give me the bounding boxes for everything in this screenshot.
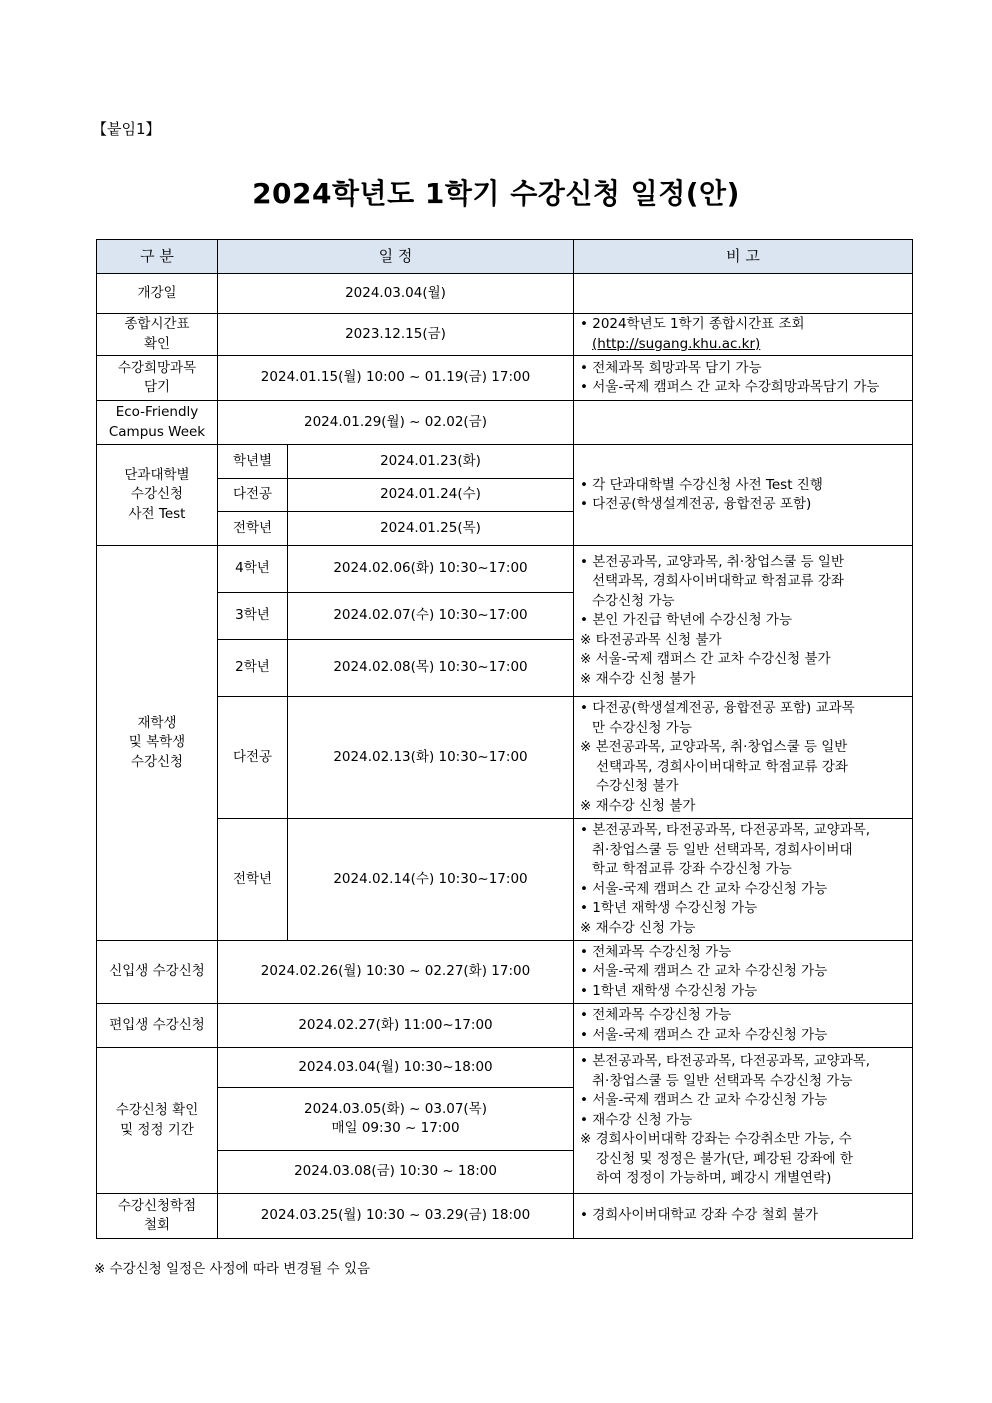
row-label: 재학생 및 복학생 수강신청 (97, 546, 218, 941)
row-date: 2024.03.08(금) 10:30 ~ 18:00 (218, 1151, 574, 1194)
row-label: 수강신청 확인 및 정정 기간 (97, 1048, 218, 1194)
row-label: 단과대학별 수강신청 사전 Test (97, 445, 218, 546)
row-notes: • 본전공과목, 타전공과목, 다전공과목, 교양과목, 취·창업스쿨 등 일반 선택과목 수강신청 가능 • 서울-국제 캠퍼스 간 교차 수강신청 가능 • 재수강 신청 가능 ※ 경희사이버대학 강좌는 수강취소만 가능, 수 강신청 및 정정은 불가(단, 폐강된 강좌에 한 하여 정정이 가능하며, 폐강시 개별연락) (574, 1048, 913, 1194)
row-notes: • 본전공과목, 교양과목, 취·창업스쿨 등 일반 선택과목, 경희사이버대학교 학점교류 강좌 수강신청 가능 • 본인 가진급 학년에 수강신청 가능 ※ 타전공과목 신청 불가 ※ 서울-국제 캠퍼스 간 교차 수강신청 불가 ※ 재수강 신청 불가 (574, 546, 913, 697)
table-row (97, 819, 913, 941)
row-label: Eco-Friendly Campus Week (97, 401, 218, 445)
url-link[interactable]: (http://sugang.khu.ac.kr) (592, 335, 761, 352)
row-notes: • 경희사이버대학교 강좌 수강 철회 불가 (574, 1194, 913, 1239)
row-notes: • 전체과목 수강신청 가능 • 서울-국제 캠퍼스 간 교차 수강신청 가능 • 1학년 재학생 수강신청 가능 (574, 941, 913, 1004)
row-date: 2024.03.25(월) 10:30 ~ 03.29(금) 18:00 (218, 1194, 574, 1239)
page-title: 2024학년도 1학기 수강신청 일정(안) (252, 177, 740, 210)
row-date: 2023.12.15(금) (218, 314, 574, 356)
table-row (97, 314, 913, 356)
row-label: 편입생 수강신청 (97, 1004, 218, 1048)
row-date: 2024.02.07(수) 10:30~17:00 (288, 593, 574, 640)
row-date: 2024.03.04(월) 10:30~18:00 (218, 1048, 574, 1088)
attachment-label: 【붙임1】 (92, 120, 161, 138)
row-date: 2024.03.04(월) (218, 274, 574, 314)
table-row (97, 274, 913, 314)
schedule-table (96, 239, 913, 1239)
header-category: 구 분 (97, 240, 218, 274)
sub-label: 다전공 (218, 479, 288, 512)
row-label: 신입생 수강신청 (97, 941, 218, 1004)
footer-note: ※ 수강신청 일정은 사정에 따라 변경될 수 있음 (94, 1261, 371, 1277)
row-notes (574, 401, 913, 445)
row-date: 2024.01.23(화) (288, 445, 574, 479)
header-schedule: 일 정 (218, 240, 574, 274)
row-date: 2024.01.25(목) (288, 512, 574, 546)
table-row (97, 1194, 913, 1239)
table-row (97, 546, 913, 593)
row-notes: • 각 단과대학별 수강신청 사전 Test 진행 • 다전공(학생설계전공, 융합전공 포함) (574, 445, 913, 546)
row-date: 2024.03.05(화) ~ 03.07(목) 매일 09:30 ~ 17:00 (218, 1088, 574, 1151)
table-row (97, 941, 913, 1004)
row-notes: • 2024학년도 1학기 종합시간표 조회 (http://sugang.khu.ac.kr) (574, 314, 913, 356)
table-row (97, 356, 913, 401)
sub-label: 학년별 (218, 445, 288, 479)
row-date: 2024.01.15(월) 10:00 ~ 01.19(금) 17:00 (218, 356, 574, 401)
row-label: 수강신청학점 철회 (97, 1194, 218, 1239)
table-row (97, 1004, 913, 1048)
table-row (97, 445, 913, 479)
row-notes: • 전체과목 희망과목 담기 가능 • 서울-국제 캠퍼스 간 교차 수강희망과목담기 가능 (574, 356, 913, 401)
table-row (97, 401, 913, 445)
sub-label: 4학년 (218, 546, 288, 593)
sub-label: 다전공 (218, 697, 288, 819)
row-date: 2024.02.08(목) 10:30~17:00 (288, 640, 574, 697)
sub-label: 2학년 (218, 640, 288, 697)
sub-label: 전학년 (218, 819, 288, 941)
row-label: 종합시간표 확인 (97, 314, 218, 356)
row-date: 2024.02.26(월) 10:30 ~ 02.27(화) 17:00 (218, 941, 574, 1004)
row-date: 2024.01.24(수) (288, 479, 574, 512)
row-label: 수강희망과목 담기 (97, 356, 218, 401)
table-row (97, 697, 913, 819)
table-header-row (97, 240, 913, 274)
row-notes: • 다전공(학생설계전공, 융합전공 포함) 교과목 만 수강신청 가능 ※ 본전공과목, 교양과목, 취·창업스쿨 등 일반 선택과목, 경희사이버대학교 학점교류 강좌 수강신청 불가 ※ 재수강 신청 불가 (574, 697, 913, 819)
row-notes (574, 274, 913, 314)
row-date: 2024.02.13(화) 10:30~17:00 (288, 697, 574, 819)
sub-label: 전학년 (218, 512, 288, 546)
row-date: 2024.01.29(월) ~ 02.02(금) (218, 401, 574, 445)
row-date: 2024.02.14(수) 10:30~17:00 (288, 819, 574, 941)
header-remarks: 비 고 (574, 240, 913, 274)
sub-label: 3학년 (218, 593, 288, 640)
row-notes: • 본전공과목, 타전공과목, 다전공과목, 교양과목, 취·창업스쿨 등 일반 선택과목, 경희사이버대 학교 학점교류 강좌 수강신청 가능 • 서울-국제 캠퍼스 간 교차 수강신청 가능 • 1학년 재학생 수강신청 가능 ※ 재수강 신청 가능 (574, 819, 913, 941)
row-notes: • 전체과목 수강신청 가능 • 서울-국제 캠퍼스 간 교차 수강신청 가능 (574, 1004, 913, 1048)
row-date: 2024.02.06(화) 10:30~17:00 (288, 546, 574, 593)
row-date: 2024.02.27(화) 11:00~17:00 (218, 1004, 574, 1048)
row-label: 개강일 (97, 274, 218, 314)
table-row (97, 1048, 913, 1088)
